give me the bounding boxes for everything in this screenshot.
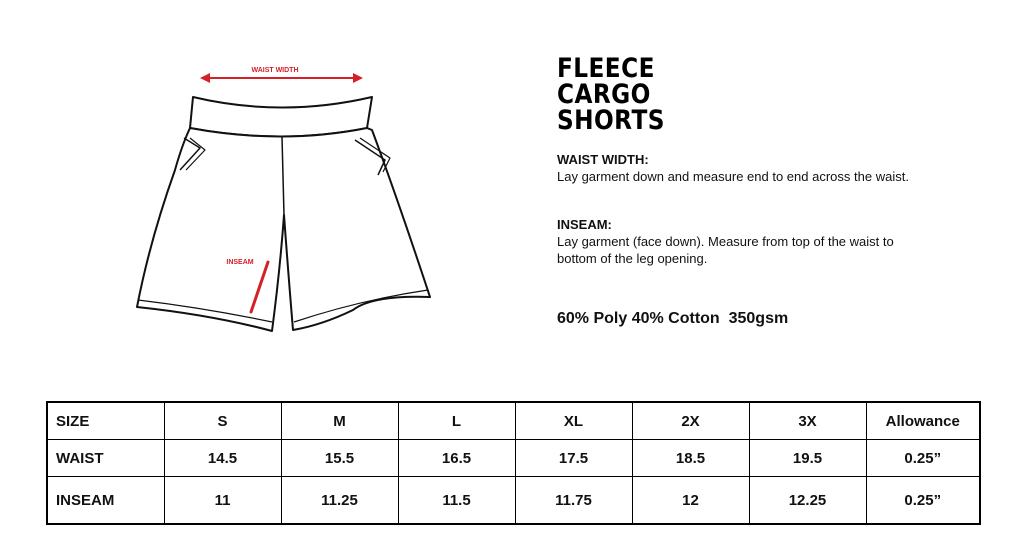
table-cell: 11.5 <box>398 477 515 525</box>
fabric-composition: 60% Poly 40% Cotton 350gsm <box>557 310 789 327</box>
shorts-outline <box>137 97 430 331</box>
waist-width-heading: WAIST WIDTH: <box>557 152 649 167</box>
title-line: SHORTS <box>557 105 665 136</box>
header-cell: M <box>281 402 398 440</box>
product-title <box>557 53 665 136</box>
table-cell: 12 <box>632 477 749 525</box>
table-row <box>47 477 980 525</box>
row-label-cell: INSEAM <box>47 477 164 525</box>
table-cell: 12.25 <box>749 477 866 525</box>
header-cell: XL <box>515 402 632 440</box>
inseam-text: Lay garment (face down). Measure from top of the waist to bottom of the leg opening. <box>557 234 894 266</box>
shorts-illustration <box>120 55 440 345</box>
table-cell: 11.75 <box>515 477 632 525</box>
title-line: FLEECE <box>557 53 655 84</box>
inseam-instructions <box>557 216 917 267</box>
table-cell: 11 <box>164 477 281 525</box>
table-row <box>47 440 980 477</box>
table-cell: 0.25” <box>866 477 980 525</box>
header-cell: S <box>164 402 281 440</box>
title-line: CARGO <box>557 79 651 110</box>
table-cell: 19.5 <box>749 440 866 477</box>
waist-width-text: Lay garment down and measure end to end across the waist. <box>557 169 909 184</box>
inseam-label: INSEAM <box>226 259 254 266</box>
waist-width-label: WAIST WIDTH <box>251 67 299 74</box>
header-cell: L <box>398 402 515 440</box>
header-cell: SIZE <box>47 402 164 440</box>
row-label-cell: WAIST <box>47 440 164 477</box>
table-cell: 18.5 <box>632 440 749 477</box>
table-cell: 14.5 <box>164 440 281 477</box>
table-cell: 15.5 <box>281 440 398 477</box>
table-header-row <box>47 402 980 440</box>
inseam-heading: INSEAM: <box>557 217 612 232</box>
waist-width-arrow <box>200 73 363 83</box>
table-cell: 11.25 <box>281 477 398 525</box>
table-cell: 0.25” <box>866 440 980 477</box>
size-chart-table <box>46 401 981 525</box>
header-cell: Allowance <box>866 402 980 440</box>
waist-width-instructions <box>557 151 917 185</box>
header-cell: 2X <box>632 402 749 440</box>
table-cell: 17.5 <box>515 440 632 477</box>
header-cell: 3X <box>749 402 866 440</box>
table-cell: 16.5 <box>398 440 515 477</box>
